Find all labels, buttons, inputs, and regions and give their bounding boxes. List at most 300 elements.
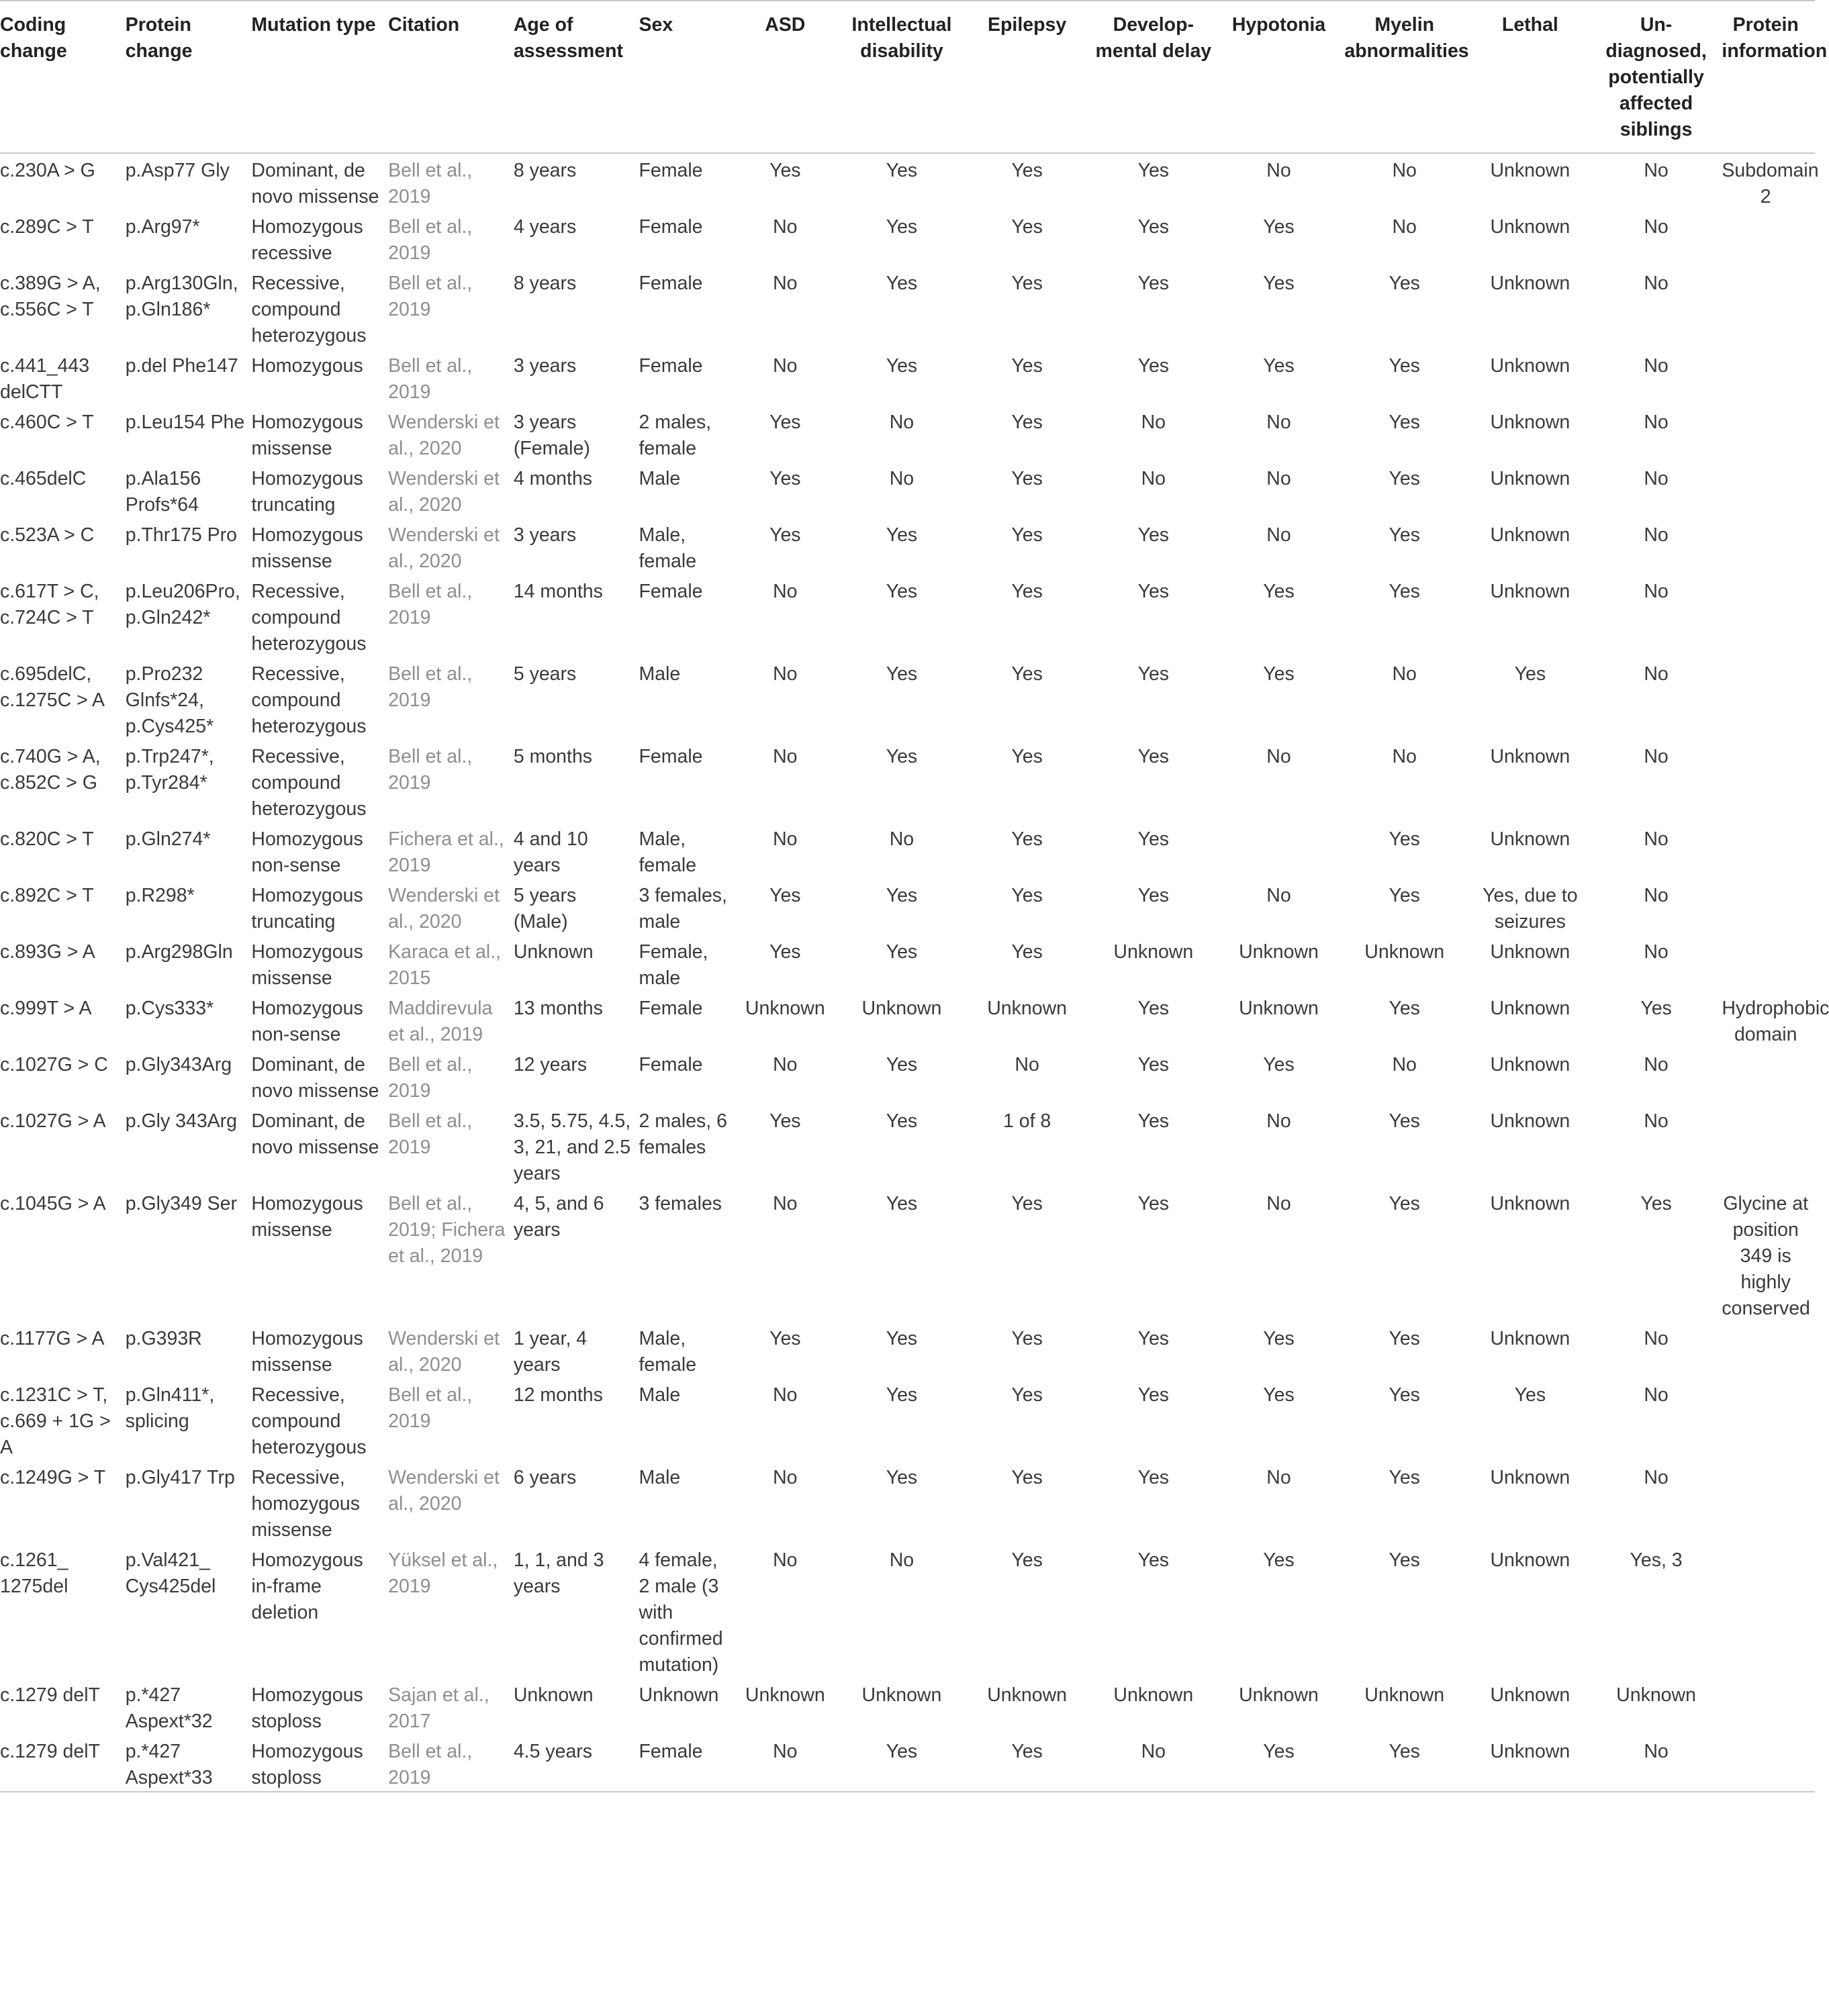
cell-info [1722, 1461, 1815, 1543]
cell-dd: Yes [1137, 1549, 1170, 1571]
cell-lethal: Unknown [1490, 746, 1570, 767]
cell-age: 1, 1, and 3 years [513, 1549, 604, 1597]
table-row [0, 1461, 1815, 1543]
cell-protein: p.Arg130Gln, p.Gln186* [125, 273, 238, 320]
cell-coding: c.1045G > A [0, 1193, 106, 1214]
cell-sex: Male, female [639, 524, 697, 572]
cell-coding: c.1249G > T [0, 1467, 106, 1488]
cell-siblings: No [1644, 941, 1669, 963]
cell-mutation: Recessive, compound heterozygous [251, 746, 367, 820]
cell-myelin: No [1392, 746, 1417, 767]
column-header: ASD [765, 14, 806, 36]
cell-info [1722, 935, 1815, 992]
cell-epilepsy: Yes [1011, 1549, 1043, 1571]
cell-age: 8 years [513, 273, 577, 294]
cell-mutation: Homozygous non-sense [251, 998, 363, 1045]
cell-myelin: Yes [1389, 1741, 1420, 1762]
cell-citation: Wenderski et al., 2020 [388, 1467, 500, 1515]
cell-asd: No [773, 273, 798, 294]
cell-citation: Bell et al., 2019 [388, 746, 473, 794]
cell-dd: No [1141, 412, 1166, 433]
cell-siblings: No [1644, 355, 1669, 377]
cell-info: Glycine at position 349 is highly conserved [1722, 1193, 1810, 1319]
cell-hypotonia [1219, 822, 1345, 879]
cell-myelin: Yes [1389, 1193, 1420, 1214]
cell-age: 3.5, 5.75, 4.5, 3, 21, and 2.5 years [513, 1110, 631, 1184]
cell-age: 8 years [513, 160, 577, 181]
cell-hypotonia: No [1266, 1467, 1291, 1488]
table-row [0, 1048, 1815, 1104]
table-row [0, 657, 1815, 740]
table-row [0, 1322, 1815, 1378]
table-row [0, 349, 1815, 405]
cell-hypotonia: Yes [1263, 216, 1295, 238]
cell-lethal: Unknown [1490, 160, 1570, 181]
cell-asd: Yes [769, 941, 801, 963]
table-row [0, 462, 1815, 518]
cell-asd: No [773, 216, 798, 238]
cell-sex: Female, male [639, 941, 708, 989]
cell-epilepsy: Unknown [987, 1684, 1068, 1706]
cell-myelin: Yes [1389, 468, 1420, 489]
table-row [0, 992, 1815, 1048]
cell-mutation: Recessive, compound heterozygous [251, 581, 367, 655]
cell-epilepsy: Yes [1011, 412, 1043, 433]
cell-info [1722, 1378, 1815, 1461]
cell-lethal: Unknown [1490, 1549, 1570, 1571]
cell-siblings: No [1644, 1054, 1669, 1075]
cell-epilepsy: Yes [1011, 885, 1043, 906]
cell-id: Yes [886, 355, 918, 377]
cell-dd: Yes [1137, 1054, 1170, 1075]
cell-hypotonia: No [1266, 1193, 1291, 1214]
cell-dd: Unknown [1113, 1684, 1194, 1706]
cell-siblings: Unknown [1616, 1684, 1696, 1706]
cell-protein: p.Gly417 Trp [125, 1467, 235, 1488]
cell-sex: Female [639, 1741, 703, 1762]
cell-info [1722, 210, 1815, 267]
cell-id: Yes [886, 1054, 918, 1075]
cell-mutation: Recessive, compound heterozygous [251, 273, 367, 346]
cell-hypotonia: No [1266, 412, 1291, 433]
cell-lethal: Unknown [1490, 1193, 1570, 1214]
cell-sex: Female [639, 273, 703, 294]
cell-siblings: No [1644, 885, 1669, 906]
cell-age: 3 years [513, 524, 577, 546]
cell-lethal: Unknown [1490, 1684, 1570, 1706]
cell-hypotonia: Unknown [1239, 1684, 1319, 1706]
cell-siblings: Yes, 3 [1630, 1549, 1683, 1571]
cell-myelin: No [1392, 216, 1417, 238]
cell-lethal: Unknown [1490, 941, 1570, 963]
cell-hypotonia: Yes [1263, 1328, 1295, 1349]
cell-coding: c.1279 delT [0, 1741, 100, 1762]
cell-asd: No [773, 1467, 798, 1488]
cell-dd: Yes [1137, 273, 1170, 294]
column-header: Age of assessment [513, 14, 624, 62]
cell-asd: Yes [769, 1328, 801, 1349]
cell-hypotonia: No [1266, 468, 1291, 489]
cell-dd: Yes [1137, 885, 1170, 906]
cell-coding: c.1261_ 1275del [0, 1549, 68, 1597]
cell-hypotonia: No [1266, 524, 1291, 546]
cell-coding: c.389G > A, c.556C > T [0, 273, 101, 320]
cell-hypotonia: Yes [1263, 1384, 1295, 1406]
cell-citation: Yüksel et al., 2019 [388, 1549, 498, 1597]
cell-epilepsy: Yes [1011, 581, 1043, 602]
cell-hypotonia: Yes [1263, 273, 1295, 294]
column-header: Citation [388, 14, 460, 36]
cell-id: Unknown [861, 998, 942, 1019]
cell-info [1722, 822, 1815, 879]
cell-id: No [889, 1549, 914, 1571]
cell-epilepsy: Yes [1011, 663, 1043, 685]
cell-siblings: No [1644, 1110, 1669, 1132]
cell-epilepsy: Unknown [987, 998, 1068, 1019]
cell-asd: No [773, 355, 798, 377]
cell-lethal: Unknown [1490, 273, 1570, 294]
cell-protein: p.Arg298Gln [125, 941, 233, 963]
cell-mutation: Recessive, compound heterozygous [251, 1384, 367, 1458]
cell-dd: Yes [1137, 663, 1170, 685]
cell-info: Subdomain 2 [1722, 160, 1819, 207]
cell-mutation: Homozygous missense [251, 412, 363, 459]
cell-mutation: Homozygous missense [251, 524, 363, 572]
cell-asd: No [773, 663, 798, 685]
cell-mutation: Homozygous missense [251, 1328, 363, 1376]
cell-dd: No [1141, 1741, 1166, 1762]
cell-id: Yes [886, 885, 918, 906]
cell-info [1722, 575, 1815, 657]
cell-info [1722, 740, 1815, 822]
cell-coding: c.1177G > A [0, 1328, 105, 1349]
table-row [0, 575, 1815, 657]
cell-sex: Male, female [639, 828, 697, 876]
table-row [0, 518, 1815, 575]
cell-id: Yes [886, 273, 918, 294]
cell-citation: Bell et al., 2019 [388, 663, 473, 711]
cell-age: 4, 5, and 6 years [513, 1193, 604, 1241]
cell-myelin: Yes [1389, 885, 1420, 906]
cell-coding: c.523A > C [0, 524, 95, 546]
cell-hypotonia: Yes [1263, 1549, 1295, 1571]
cell-myelin: No [1392, 160, 1417, 181]
column-header: Un-diagnosed, potentially affected siblings [1605, 14, 1707, 140]
cell-lethal: Unknown [1490, 524, 1570, 546]
cell-myelin: Yes [1389, 355, 1420, 377]
cell-mutation: Homozygous [251, 355, 363, 377]
cell-protein: p.Thr175 Pro [125, 524, 238, 546]
column-header: Lethal [1501, 14, 1558, 36]
table-row [0, 267, 1815, 349]
cell-protein: p.Gln411*, splicing [125, 1384, 215, 1432]
cell-lethal: Unknown [1490, 998, 1570, 1019]
cell-mutation: Homozygous missense [251, 1193, 363, 1241]
cell-asd: No [773, 828, 798, 850]
cell-epilepsy: Yes [1011, 524, 1043, 546]
cell-sex: Unknown [639, 1684, 719, 1706]
cell-epilepsy: Yes [1011, 828, 1043, 850]
cell-epilepsy: Yes [1011, 468, 1043, 489]
cell-coding: c.465delC [0, 468, 87, 489]
cell-protein: p.Leu206Pro, p.Gln242* [125, 581, 240, 628]
cell-myelin: Unknown [1364, 1684, 1445, 1706]
cell-myelin: Unknown [1364, 941, 1445, 963]
cell-citation: Karaca et al., 2015 [388, 941, 502, 989]
cell-sex: Female [639, 581, 703, 602]
cell-siblings: No [1644, 828, 1669, 850]
cell-protein: p.Ala156 Profs*64 [125, 468, 201, 516]
cell-hypotonia: Yes [1263, 1741, 1295, 1762]
cell-age: Unknown [513, 941, 594, 963]
cell-citation: Bell et al., 2019 [388, 581, 473, 628]
cell-mutation: Homozygous missense [251, 941, 363, 989]
cell-info [1722, 267, 1815, 349]
cell-protein: p.Gln274* [125, 828, 211, 850]
cell-sex: 3 females, male [639, 885, 727, 932]
cell-mutation: Homozygous truncating [251, 885, 363, 932]
cell-info [1722, 657, 1815, 740]
cell-id: Yes [886, 160, 918, 181]
cell-asd: No [773, 746, 798, 767]
cell-asd: No [773, 1193, 798, 1214]
cell-mutation: Homozygous stoploss [251, 1684, 363, 1732]
cell-lethal: Unknown [1490, 216, 1570, 238]
cell-hypotonia: Unknown [1239, 941, 1319, 963]
table-row [0, 1735, 1815, 1792]
cell-coding: c.441_443 delCTT [0, 355, 90, 403]
cell-protein: p.Arg97* [125, 216, 200, 238]
cell-protein: p.Asp77 Gly [125, 160, 230, 181]
cell-asd: Yes [769, 1110, 801, 1132]
cell-epilepsy: Yes [1011, 160, 1043, 181]
cell-protein: p.Cys333* [125, 998, 214, 1019]
cell-protein: p.R298* [125, 885, 195, 906]
cell-age: 5 years (Male) [513, 885, 577, 932]
table-row [0, 1378, 1815, 1461]
cell-mutation: Recessive, compound heterozygous [251, 663, 367, 737]
cell-lethal: Unknown [1490, 828, 1570, 850]
cell-info [1722, 405, 1815, 462]
column-header: Mutation type [251, 14, 376, 36]
cell-coding: c.740G > A, c.852C > G [0, 746, 101, 794]
cell-mutation: Dominant, de novo missense [251, 1054, 379, 1102]
cell-coding: c.892C > T [0, 885, 94, 906]
cell-coding: c.999T > A [0, 998, 92, 1019]
cell-info [1722, 1678, 1815, 1735]
cell-citation: Wenderski et al., 2020 [388, 468, 500, 516]
cell-sex: 2 males, 6 females [639, 1110, 727, 1158]
cell-age: Unknown [513, 1684, 594, 1706]
cell-epilepsy: Yes [1011, 216, 1043, 238]
cell-siblings: No [1644, 1328, 1669, 1349]
cell-id: Yes [886, 1384, 918, 1406]
cell-lethal: Yes [1514, 663, 1546, 685]
cell-citation: Bell et al., 2019 [388, 160, 473, 207]
table-row [0, 822, 1815, 879]
cell-myelin: Yes [1389, 273, 1420, 294]
cell-siblings: No [1644, 216, 1669, 238]
cell-epilepsy: Yes [1011, 941, 1043, 963]
cell-dd: No [1141, 468, 1166, 489]
cell-siblings: No [1644, 1741, 1669, 1762]
cell-dd: Yes [1137, 160, 1170, 181]
cell-mutation: Dominant, de novo missense [251, 1110, 379, 1158]
cell-sex: Female [639, 746, 703, 767]
cell-citation: Bell et al., 2019 [388, 273, 473, 320]
cell-sex: Female [639, 216, 703, 238]
cell-age: 4 and 10 years [513, 828, 588, 876]
cell-hypotonia: Unknown [1239, 998, 1319, 1019]
cell-citation: Bell et al., 2019 [388, 1384, 473, 1432]
cell-sex: Male [639, 1384, 681, 1406]
cell-coding: c.289C > T [0, 216, 94, 238]
cell-asd: Unknown [745, 998, 825, 1019]
cell-epilepsy: 1 of 8 [1002, 1110, 1051, 1132]
cell-sex: Male [639, 1467, 681, 1488]
cell-mutation: Homozygous non-sense [251, 828, 363, 876]
cell-epilepsy: Yes [1011, 1193, 1043, 1214]
cell-epilepsy: Yes [1011, 746, 1043, 767]
cell-id: Yes [886, 663, 918, 685]
column-header: Myelin abnormalities [1344, 14, 1469, 62]
cell-epilepsy: Yes [1011, 1467, 1043, 1488]
cell-epilepsy: Yes [1011, 1328, 1043, 1349]
cell-myelin: Yes [1389, 828, 1420, 850]
cell-info [1722, 1048, 1815, 1104]
cell-siblings: No [1644, 746, 1669, 767]
cell-dd: Yes [1137, 1193, 1170, 1214]
cell-coding: c.1027G > C [0, 1054, 108, 1075]
cell-epilepsy: Yes [1011, 1384, 1043, 1406]
cell-asd: No [773, 1384, 798, 1406]
cell-id: Yes [886, 524, 918, 546]
cell-id: Yes [886, 1467, 918, 1488]
cell-mutation: Homozygous stoploss [251, 1741, 363, 1788]
cell-citation: Wenderski et al., 2020 [388, 412, 500, 459]
cell-coding: c.460C > T [0, 412, 94, 433]
cell-id: Unknown [861, 1684, 942, 1706]
header-row [0, 1, 1815, 153]
cell-info [1722, 462, 1815, 518]
cell-mutation: Homozygous recessive [251, 216, 363, 264]
cell-protein: p.*427 Aspext*33 [125, 1741, 213, 1788]
cell-id: No [889, 412, 914, 433]
cell-citation: Wenderski et al., 2020 [388, 885, 500, 932]
cell-siblings: Yes [1640, 1193, 1672, 1214]
cell-siblings: No [1644, 663, 1669, 685]
cell-protein: p.Pro232 Glnfs*24, p.Cys425* [125, 663, 214, 737]
cell-myelin: Yes [1389, 524, 1420, 546]
cell-dd: Yes [1137, 355, 1170, 377]
cell-protein: p.*427 Aspext*32 [125, 1684, 213, 1732]
cell-id: No [889, 468, 914, 489]
cell-info [1722, 1735, 1815, 1792]
cell-myelin: No [1392, 663, 1417, 685]
cell-citation: Maddirevula et al., 2019 [388, 998, 493, 1045]
cell-dd: Yes [1137, 216, 1170, 238]
cell-dd: Yes [1137, 746, 1170, 767]
cell-lethal: Unknown [1490, 468, 1570, 489]
cell-id: Yes [886, 581, 918, 602]
cell-age: 12 years [513, 1054, 588, 1075]
cell-siblings: No [1644, 412, 1669, 433]
cell-siblings: No [1644, 160, 1669, 181]
cell-asd: No [773, 1054, 798, 1075]
cell-info [1722, 879, 1815, 935]
cell-epilepsy: Yes [1011, 273, 1043, 294]
cell-siblings: No [1644, 468, 1669, 489]
table-row [0, 210, 1815, 267]
cell-asd: Yes [769, 524, 801, 546]
cell-hypotonia: Yes [1263, 581, 1295, 602]
cell-dd: Yes [1137, 828, 1170, 850]
cell-protein: p.Val421_ Cys425del [125, 1549, 216, 1597]
cell-lethal: Unknown [1490, 355, 1570, 377]
table-row [0, 1543, 1815, 1678]
cell-sex: Female [639, 1054, 703, 1075]
cell-citation: Bell et al., 2019; Fichera et al., 2019 [388, 1193, 506, 1267]
cell-citation: Wenderski et al., 2020 [388, 1328, 500, 1376]
cell-info [1722, 349, 1815, 405]
cell-citation: Fichera et al., 2019 [388, 828, 504, 876]
cell-myelin: Yes [1389, 998, 1420, 1019]
cell-age: 14 months [513, 581, 603, 602]
column-header: Epilepsy [988, 14, 1067, 36]
cell-coding: c.1279 delT [0, 1684, 100, 1706]
column-header: Hypotonia [1231, 14, 1326, 36]
cell-hypotonia: No [1266, 746, 1291, 767]
cell-id: Yes [886, 216, 918, 238]
cell-sex: Female [639, 160, 703, 181]
cell-id: No [889, 828, 914, 850]
cell-dd: Unknown [1113, 941, 1194, 963]
table-body [0, 153, 1829, 1792]
cell-coding: c.230A > G [0, 160, 95, 181]
cell-lethal: Unknown [1490, 1328, 1570, 1349]
cell-age: 6 years [513, 1467, 577, 1488]
cell-coding: c.695delC, c.1275C > A [0, 663, 105, 711]
column-header: Protein information [1722, 14, 1828, 62]
cell-sex: 2 males, female [639, 412, 712, 459]
cell-asd: No [773, 581, 798, 602]
column-header: Intellectual disability [851, 14, 952, 62]
cell-asd: Unknown [745, 1684, 825, 1706]
cell-id: Yes [886, 941, 918, 963]
cell-id: Yes [886, 1328, 918, 1349]
column-header: Develop-mental delay [1095, 14, 1212, 62]
cell-age: 13 months [513, 998, 603, 1019]
cell-dd: Yes [1137, 1328, 1170, 1349]
cell-protein: p.Gly 343Arg [125, 1110, 238, 1132]
cell-myelin: Yes [1389, 1384, 1420, 1406]
table-row [0, 1187, 1815, 1322]
cell-id: Yes [886, 1110, 918, 1132]
cell-siblings: Yes [1640, 998, 1672, 1019]
cell-protein: p.Trp247*, p.Tyr284* [125, 746, 214, 794]
cell-hypotonia: No [1266, 885, 1291, 906]
cell-sex: Female [639, 355, 703, 377]
cell-id: Yes [886, 1193, 918, 1214]
cell-coding: c.1027G > A [0, 1110, 106, 1132]
cell-sex: Female [639, 998, 703, 1019]
table-row [0, 405, 1815, 462]
cell-info [1722, 1104, 1815, 1187]
cell-citation: Bell et al., 2019 [388, 1054, 473, 1102]
cell-lethal: Yes [1514, 1384, 1546, 1406]
cell-age: 3 years (Female) [513, 412, 590, 459]
cell-age: 5 months [513, 746, 593, 767]
